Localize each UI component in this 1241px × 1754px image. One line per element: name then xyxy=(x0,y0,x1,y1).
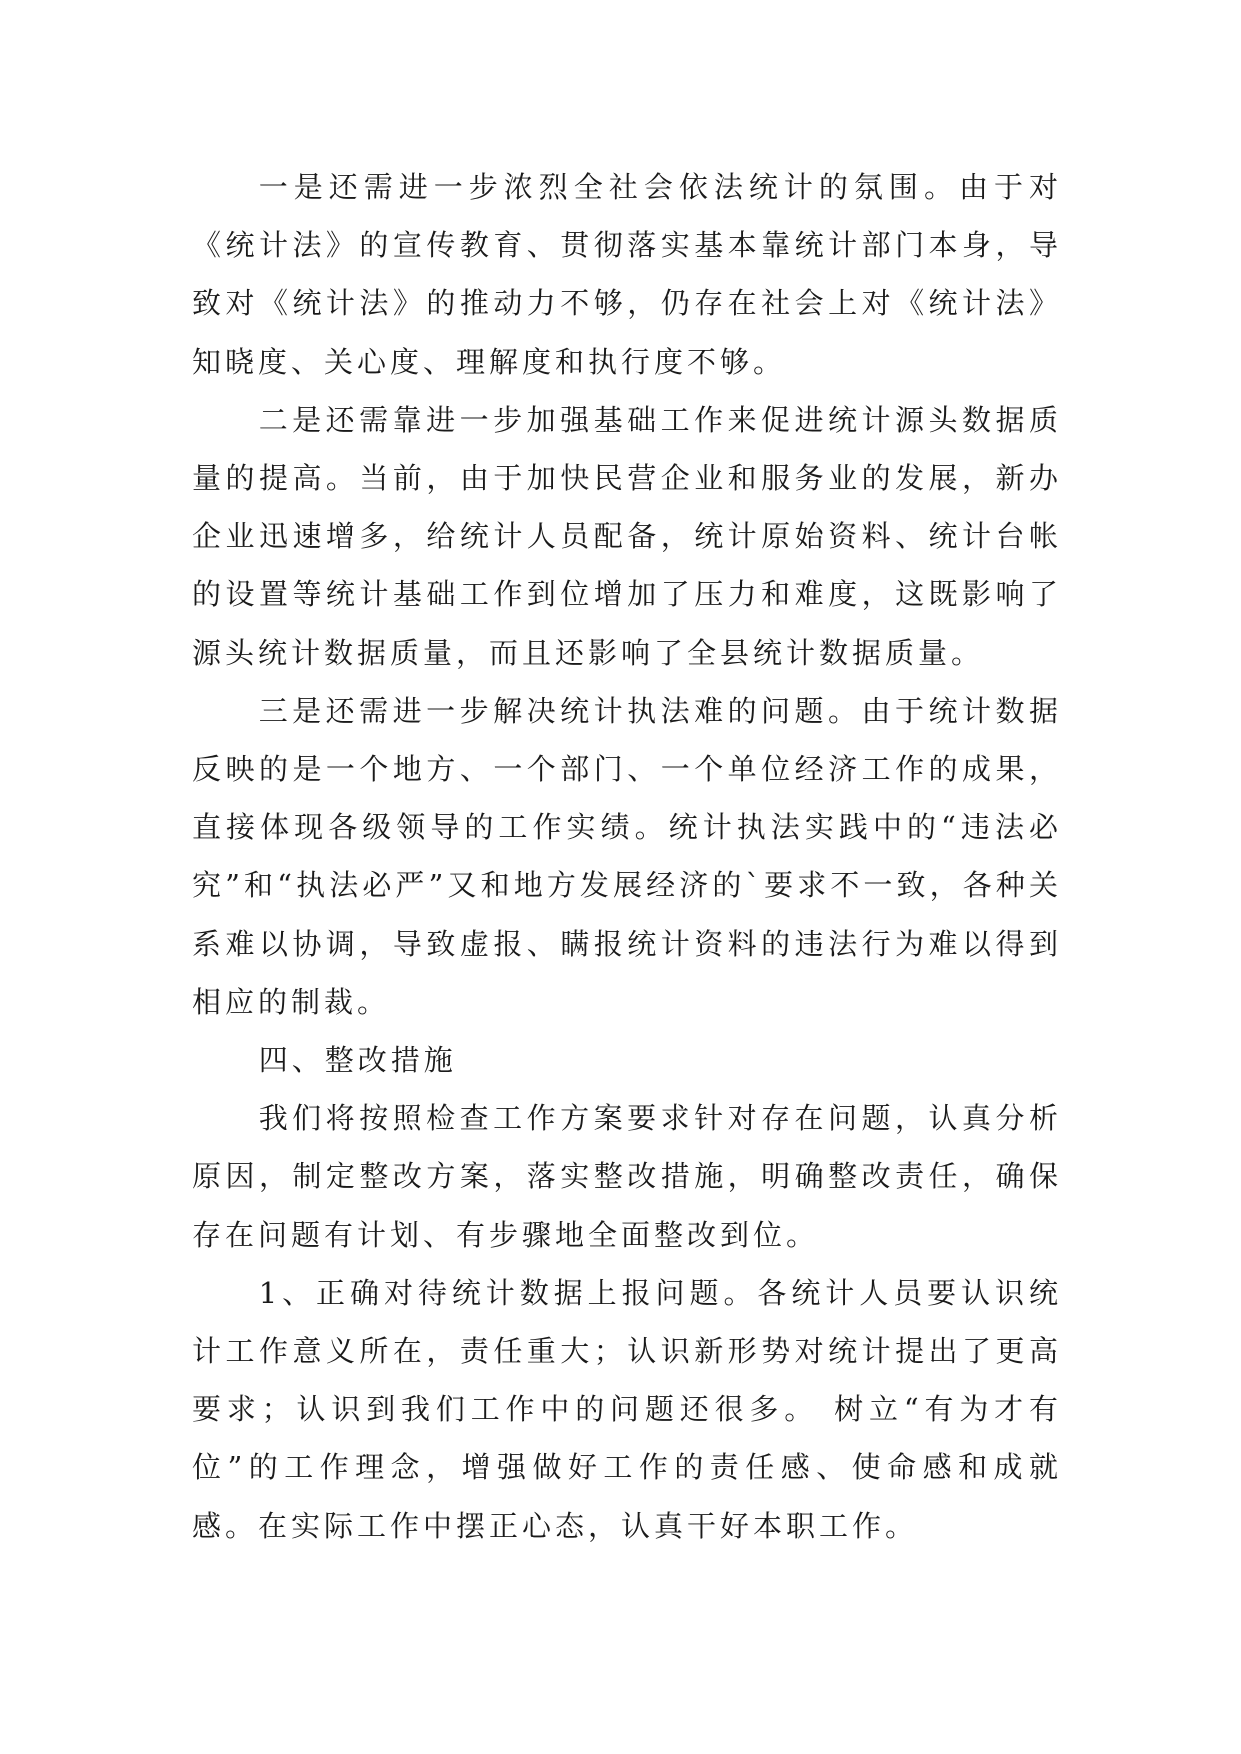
section-heading-measures: 四、整改措施 xyxy=(258,1043,457,1078)
paragraph-problem-1: 一是还需进一步浓烈全社会依法统计的氛围。由于对《统计法》的宣传教育、贯彻落实基本靠统计部门本身，导致对《统计法》的推动力不够，仍存在社会上对《统计法》知晓度、关心度、理解度和执行度不够。 xyxy=(192,170,1062,379)
paragraph-measure-1: 1、正确对待统计数据上报问题。各统计人员要认识统计工作意义所在，责任重大；认识新形势对统计提出了更高要求；认识到我们工作中的问题还很多。 树立“有为才有位”的工作理念，增强做好工作的责任感、使命感和成就感。在实际工作中摆正心态，认真干好本职工作。 xyxy=(192,1275,1062,1543)
paragraph-measures-intro: 我们将按照检查工作方案要求针对存在问题，认真分析原因，制定整改方案，落实整改措施，明确整改责任，确保存在问题有计划、有步骤地全面整改到位。 xyxy=(192,1101,1062,1252)
paragraph-problem-3: 三是还需进一步解决统计执法难的问题。由于统计数据反映的是一个地方、一个部门、一个单位经济工作的成果，直接体现各级领导的工作实绩。统计执法实践中的“违法必究”和“执法必严”又和地方发展经济的`要求不一致，各种关系难以协调，导致虚报、瞒报统计资料的违法行为难以得到相应的制裁。 xyxy=(192,693,1062,1019)
paragraph-problem-2: 二是还需靠进一步加强基础工作来促进统计源头数据质量的提高。当前，由于加快民营企业和服务业的发展，新办企业迅速增多，给统计人员配备，统计原始资料、统计台帐的设置等统计基础工作到位增加了压力和难度，这既影响了源头统计数据质量，而且还影响了全县统计数据质量。 xyxy=(192,402,1062,670)
document-body xyxy=(192,158,1062,1555)
